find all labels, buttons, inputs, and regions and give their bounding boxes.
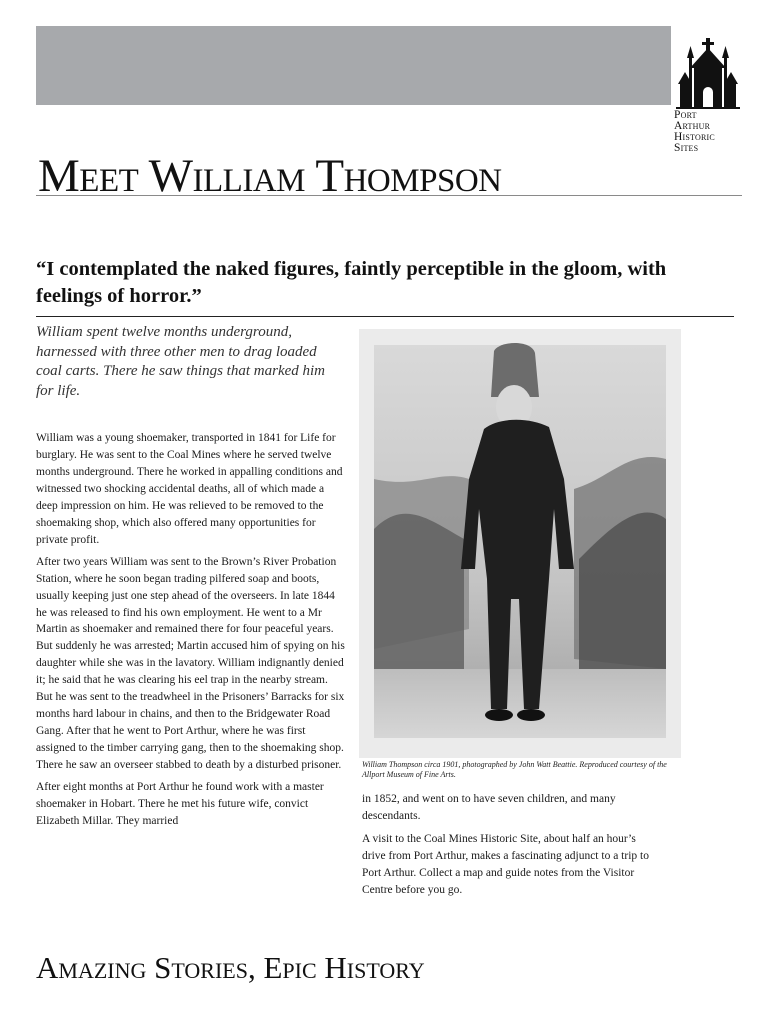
body-paragraph: After eight months at Port Arthur he found work with a master shoemaker in Hobart. There he met his future wife, convict Elizabeth Millar. They married (36, 781, 324, 827)
header-band (36, 26, 671, 105)
logo-line: Sites (674, 142, 699, 154)
body-paragraph: A visit to the Coal Mines Historic Site, about half an hour’s drive from Port Arthur, makes a fascinating adjunct to a trip to Port Arthur. Collect a map and guide notes from the Visitor Centre before you go. (362, 833, 649, 896)
portrait-photo (359, 329, 681, 758)
logo-line: Port (674, 109, 697, 121)
title-divider (36, 195, 742, 196)
left-column (36, 430, 346, 835)
logo-line: Historic (674, 131, 715, 143)
footer-tagline: Amazing Stories, Epic History (36, 950, 425, 985)
intro-text: William spent twelve months underground, harnessed with three other men to drag loaded coal carts. There he saw things that marked him for life. (36, 324, 326, 399)
church-icon (672, 34, 744, 110)
port-arthur-logo (672, 34, 744, 159)
logo-text (674, 110, 744, 154)
portrait-image (359, 329, 681, 758)
body-paragraph: After two years William was sent to the Brown’s River Probation Station, where he soon began trading pilfered soap and boots, usually keeping just one step ahead of the overseers. In late 1844 he was released to find his own employment. He went to a Mr Martin as shoemaker and remained there for four peaceful years. But suddenly he was arrested; Martin accused him of spying on his daughter while she was in the lavatory. William indignantly denied it; he said that he was clearing his eel trap in the nearby stream. But he was sent to the treadwheel in the Prisoners’ Barracks for six months hard labour in chains, and then to the Bridgewater Road Gang. After that he went to Port Arthur, where he was first assigned to the timber carrying gang, then to the shoemaking shop. There he saw an overseer stabbed to death by a disturbed prisoner. (36, 555, 345, 772)
quote-divider (36, 316, 734, 317)
page-title: Meet William Thompson (38, 150, 502, 202)
body-paragraph: in 1852, and went on to have seven children, and many descendants. (362, 793, 616, 822)
body-paragraph: William was a young shoemaker, transported in 1841 for Life for burglary. He was sent to the Coal Mines where he served twelve months underground. There he worked in appalling conditions and witnessed two shocking accidental deaths, all of which made a deep impression on him. He was relieved to be removed to the shoemaking shop, which also offered many opportunities for private profit. (36, 432, 343, 546)
logo-line: Arthur (674, 120, 711, 132)
pull-quote: “I contemplated the naked figures, faintly perceptible in the gloom, with feelings of horror.” (36, 258, 667, 307)
photo-caption: William Thompson circa 1901, photographed by John Watt Beattie. Reproduced courtesy of the Allport Museum of Fine Arts. (362, 760, 667, 779)
right-column (362, 791, 662, 905)
